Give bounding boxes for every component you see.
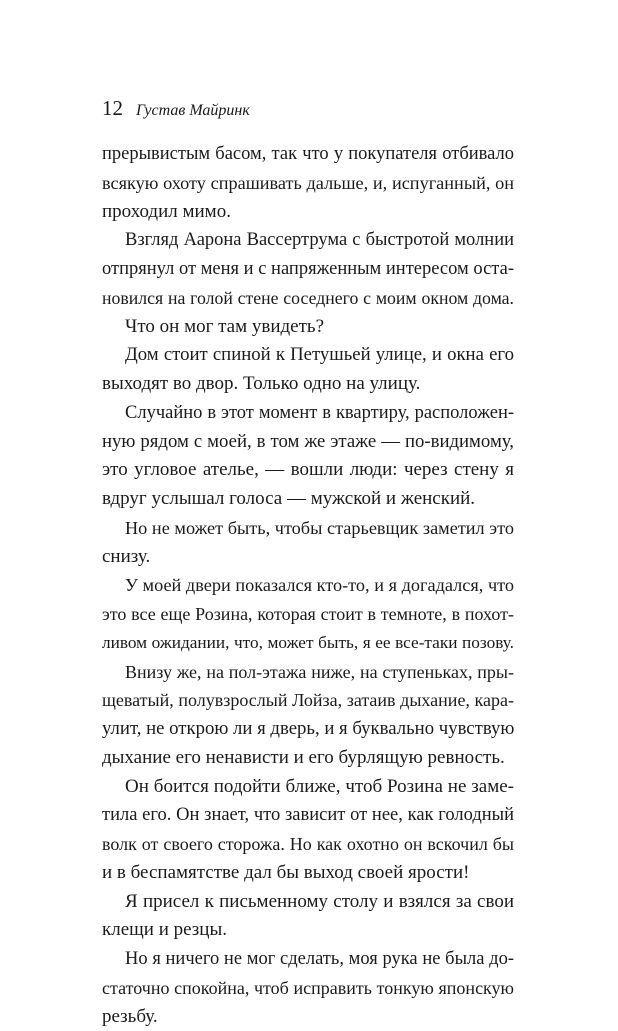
text-line: снизу. [102,543,514,572]
body-text [102,140,514,1031]
running-head-author: Густав Майринк [136,102,250,120]
text-line: новился на голой стене соседнего с моим окном дома. [102,284,514,313]
text-line: проходил мимо. [102,198,514,227]
text-line: и в беспамятстве дал бы выход своей ярости! [102,859,514,888]
text-line: это все еще Розина, которая стоит в темноте, в похот- [102,600,514,629]
text-line: Что он мог там увидеть? [102,313,514,342]
text-line: ливом ожидании, что, может быть, я ее все-таки позову. [102,629,514,658]
text-line: клещи и резцы. [102,916,514,945]
text-line: Дом стоит спиной к Петушьей улице, и окна его [102,341,514,370]
text-line: это угловое ателье, — вошли люди: через стену я [102,456,514,485]
text-line: щеватый, полувзрослый Лойза, затаив дыхание, кара- [102,686,514,715]
text-line: отпрянул от меня и с напряженным интересом оста- [102,255,514,284]
text-line: Случайно в этот момент в квартиру, расположен- [102,399,514,428]
text-line: улит, не открою ли я дверь, и я буквально чувствую [102,715,514,744]
text-line: прерывистым басом, так что у покупателя отбивало [102,140,514,169]
text-line: волк от своего сторожа. Но как охотно он вскочил бы [102,830,514,859]
text-line: Я присел к письменному столу и взялся за свои [102,888,514,917]
text-line: Он боится подойти ближе, чтоб Розина не заме- [102,773,514,802]
text-line: дыхание его ненависти и его бурлящую ревность. [102,744,514,773]
page-number: 12 [102,96,123,121]
text-line: ную рядом с моей, в том же этаже — по-видимому, [102,428,514,457]
text-line: тила его. Он знает, что зависит от нее, как голодный [102,801,514,830]
text-line: У моей двери показался кто-то, и я догадался, что [102,571,514,600]
text-line: Взгляд Аарона Вассертрума с быстротой молнии [102,226,514,255]
text-line: статочно спокойна, чтоб исправить тонкую японскую [102,974,514,1003]
text-line: резьбу. [102,1003,514,1031]
text-line: выходят во двор. Только одно на улицу. [102,370,514,399]
text-line: всякую охоту спрашивать дальше, и, испуганный, он [102,169,514,198]
text-line: Но не может быть, чтобы старьевщик заметил это [102,514,514,543]
text-line: Внизу же, на пол-этажа ниже, на ступеньках, пры- [102,658,514,687]
text-line: вдруг услышал голоса — мужской и женский. [102,485,514,514]
text-line: Но я ничего не мог сделать, моя рука не была до- [102,945,514,974]
running-head [102,96,250,121]
